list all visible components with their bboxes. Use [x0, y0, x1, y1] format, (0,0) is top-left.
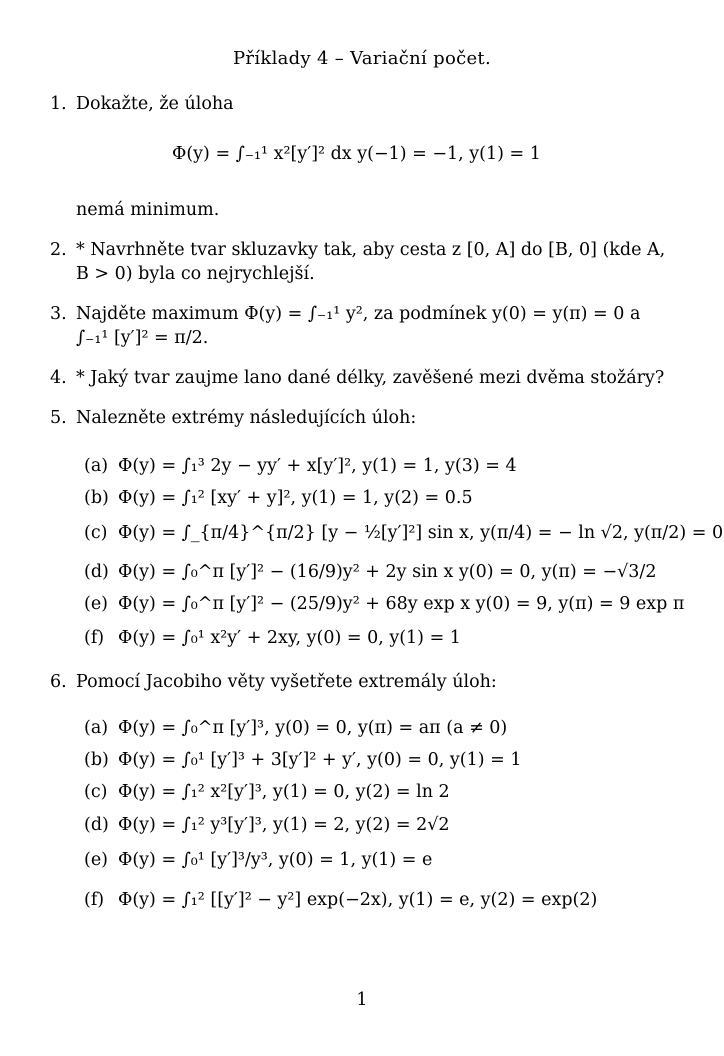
problem-text: Pomocí Jacobiho věty vyšetřete extremály úloh: [76, 672, 497, 692]
problem-number: 1. [50, 94, 67, 114]
problem-text: Dokažte, že úloha [76, 94, 234, 114]
sub-problem [84, 456, 517, 476]
sub-problem-label: (c) [84, 782, 108, 802]
sub-problem [84, 782, 450, 802]
sub-problem-expression: Φ(y) = ∫₁³ 2y − yy′ + x[y′]², y(1) = 1, y(3) = 4 [118, 456, 517, 476]
sub-problem-expression: Φ(y) = ∫₁² [[y′]² − y²] exp(−2x), y(1) = e, y(2) = exp(2) [118, 890, 598, 910]
sub-problem-label: (f) [84, 628, 105, 648]
sub-problem [84, 523, 723, 543]
problem-text-line: * Navrhněte tvar skluzavky tak, aby cesta z [0, A] do [B, 0] (kde A, [76, 240, 666, 260]
problem-number: 6. [50, 672, 67, 692]
display-formula: Φ(y) = ∫₋₁¹ x²[y′]² dx y(−1) = −1, y(1) = 1 [172, 144, 541, 164]
problem-number: 3. [50, 304, 67, 324]
sub-problem-label: (e) [84, 594, 109, 614]
problem-text: Nalezněte extrémy následujících úloh: [76, 408, 417, 428]
sub-problem-expression: Φ(y) = ∫₁² [xy′ + y]², y(1) = 1, y(2) = 0.5 [118, 488, 473, 508]
sub-problem-expression: Φ(y) = ∫₀^π [y′]² − (16/9)y² + 2y sin x y(0) = 0, y(π) = −√3/2 [118, 562, 657, 582]
sub-problem-label: (d) [84, 562, 109, 582]
sub-problem-label: (f) [84, 890, 105, 910]
sub-problem [84, 562, 656, 582]
sub-problem-expression: Φ(y) = ∫₁² x²[y′]³, y(1) = 0, y(2) = ln 2 [118, 782, 450, 802]
problem-number: 2. [50, 240, 67, 260]
sub-problem-expression: Φ(y) = ∫₀^π [y′]² − (25/9)y² + 68y exp x y(0) = 9, y(π) = 9 exp π [118, 594, 685, 614]
sub-problem-expression: Φ(y) = ∫₁² y³[y′]³, y(1) = 2, y(2) = 2√2 [118, 815, 450, 835]
sub-problem [84, 850, 432, 870]
sub-problem [84, 594, 684, 614]
page-title: Příklady 4 – Variační počet. [233, 48, 491, 69]
sub-problem-label: (e) [84, 850, 109, 870]
sub-problem-expression: Φ(y) = ∫_{π/4}^{π/2} [y − ½[y′]²] sin x, y(π/4) = − ln √2, y(π/2) = 0 [118, 523, 724, 543]
sub-problem-label: (b) [84, 750, 109, 770]
sub-problem-label: (a) [84, 456, 109, 476]
sub-problem-label: (c) [84, 523, 108, 543]
problem-number: 5. [50, 408, 67, 428]
sub-problem-label: (a) [84, 718, 109, 738]
problem-text: * Jaký tvar zaujme lano dané délky, zavěšené mezi dvěma stožáry? [76, 368, 665, 388]
sub-problem-label: (b) [84, 488, 109, 508]
problem-text-line: B > 0) byla co nejrychlejší. [76, 264, 315, 284]
sub-problem [84, 815, 450, 835]
sub-problem [84, 488, 473, 508]
sub-problem-label: (d) [84, 815, 109, 835]
sub-problem-expression: Φ(y) = ∫₀¹ [y′]³ + 3[y′]² + y′, y(0) = 0, y(1) = 1 [118, 750, 522, 770]
page-number: 1 [356, 990, 368, 1010]
problem-number: 4. [50, 368, 67, 388]
sub-problem [84, 628, 461, 648]
sub-problem [84, 750, 521, 770]
problem-text-line: Najděte maximum Φ(y) = ∫₋₁¹ y², za podmínek y(0) = y(π) = 0 a [76, 304, 641, 324]
sub-problem [84, 890, 597, 910]
sub-problem-expression: Φ(y) = ∫₀¹ [y′]³/y³, y(0) = 1, y(1) = e [118, 850, 433, 870]
problem-text-line: ∫₋₁¹ [y′]² = π/2. [76, 328, 209, 348]
sub-problem-expression: Φ(y) = ∫₀^π [y′]³, y(0) = 0, y(π) = aπ (a ≠ 0) [118, 718, 508, 738]
sub-problem [84, 718, 507, 738]
problem-text: nemá minimum. [76, 200, 220, 220]
sub-problem-expression: Φ(y) = ∫₀¹ x²y′ + 2xy, y(0) = 0, y(1) = 1 [118, 628, 461, 648]
